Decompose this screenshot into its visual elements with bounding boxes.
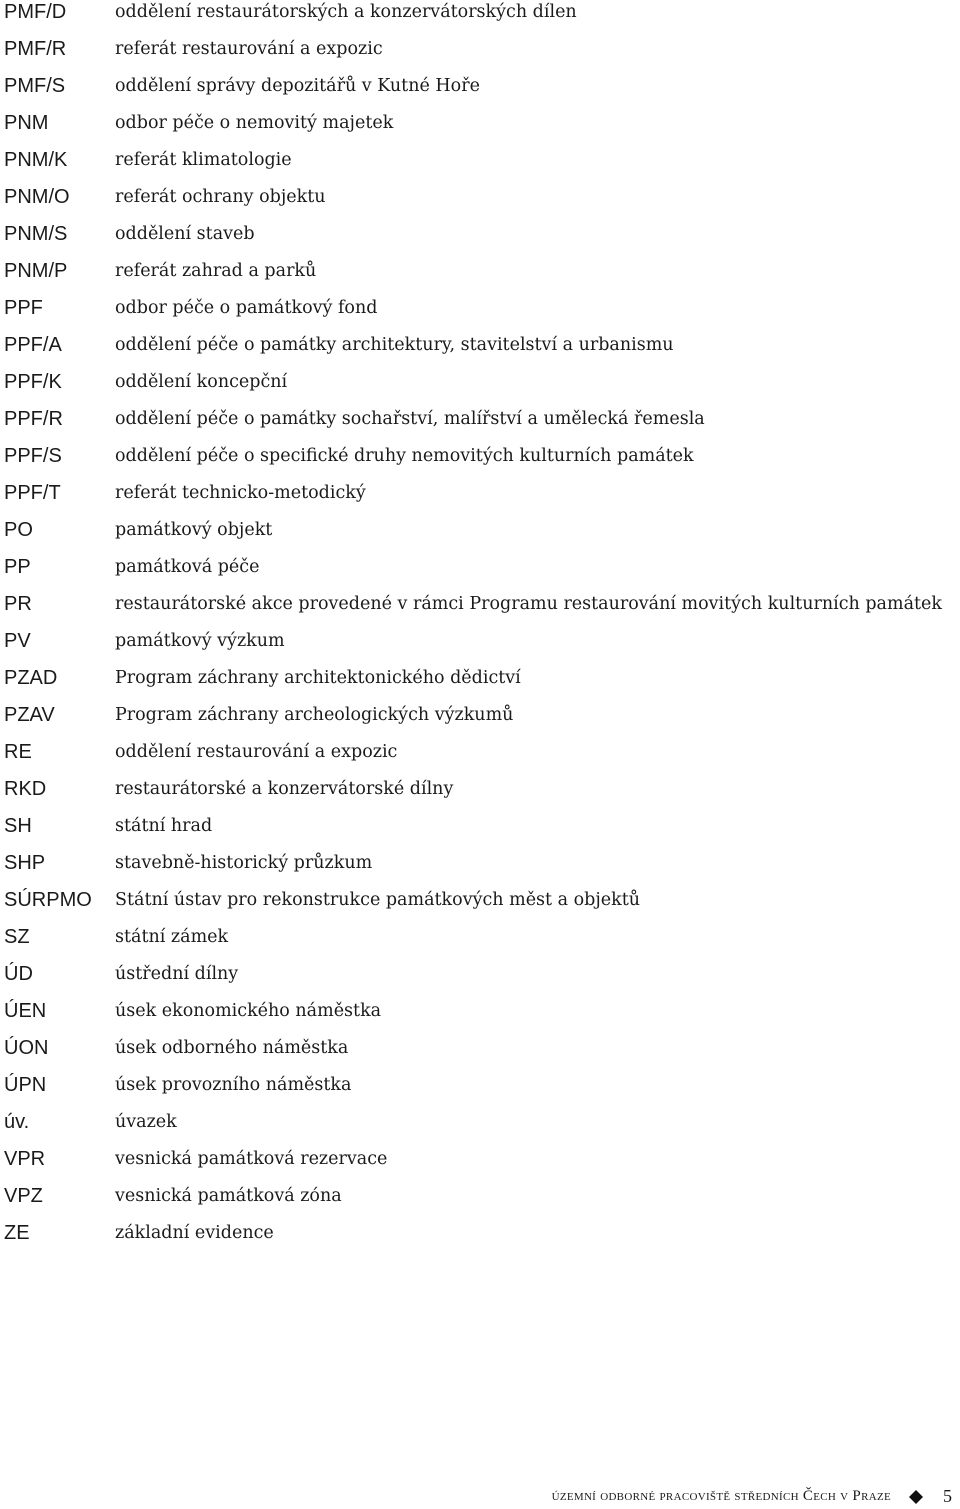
abbreviation-code: SÚRPMO [4,889,92,911]
abbreviation-meaning: vesnická památková zóna [115,1186,342,1206]
abbreviation-meaning: oddělení péče o specifické druhy nemovitých kulturních památek [115,446,694,466]
abbreviation-code: PPF [4,297,43,319]
abbreviation-code: PZAV [4,704,55,726]
abbreviation-row [0,851,960,888]
abbreviation-meaning: Program záchrany archeologických výzkumů [115,705,514,725]
abbreviation-row [0,629,960,666]
abbreviation-code: PNM/K [4,149,68,171]
abbreviation-meaning: státní hrad [115,816,213,836]
page-footer [552,1486,952,1507]
abbreviation-meaning: oddělení staveb [115,224,255,244]
abbreviation-code: PNM [4,112,49,134]
abbreviation-code: PNM/O [4,186,70,208]
abbreviation-code: PPF/R [4,408,63,430]
abbreviation-row [0,407,960,444]
abbreviation-row [0,0,960,37]
abbreviation-meaning: oddělení restaurátorských a konzervátorských dílen [115,2,577,22]
abbreviation-meaning: referát klimatologie [115,150,292,170]
abbreviation-meaning: Program záchrany architektonického dědictví [115,668,521,688]
abbreviation-row [0,1073,960,1110]
abbreviation-meaning: referát restaurování a expozic [115,39,383,59]
abbreviation-row [0,740,960,777]
abbreviation-code: ÚEN [4,1000,47,1022]
abbreviation-row [0,259,960,296]
abbreviation-code: PPF/S [4,445,62,467]
abbreviation-row [0,370,960,407]
abbreviation-row [0,37,960,74]
page-number: 5 [943,1486,952,1506]
abbreviation-code: SHP [4,852,46,874]
abbreviation-code: SZ [4,926,30,948]
abbreviation-row [0,333,960,370]
abbreviation-row [0,962,960,999]
abbreviation-meaning: referát ochrany objektu [115,187,326,207]
abbreviation-code: ZE [4,1222,30,1244]
abbreviation-code: ÚON [4,1037,49,1059]
abbreviation-meaning: restaurátorské akce provedené v rámci Programu restaurování movitých kulturních památek [115,594,942,614]
abbreviation-meaning: památková péče [115,557,260,577]
abbreviation-row [0,1184,960,1221]
abbreviation-meaning: referát technicko-metodický [115,483,366,503]
abbreviation-row [0,444,960,481]
footer-title: územní odborné pracoviště středních Čech v Praze [551,1488,891,1504]
abbreviation-row [0,1221,960,1258]
abbreviation-row [0,148,960,185]
abbreviation-meaning: restaurátorské a konzervátorské dílny [115,779,454,799]
abbreviation-meaning: oddělení péče o památky sochařství, malířství a umělecká řemesla [115,409,705,429]
abbreviation-meaning: stavebně-historický průzkum [115,853,373,873]
abbreviation-meaning: státní zámek [115,927,229,947]
abbreviation-code: PNM/S [4,223,68,245]
abbreviation-row [0,518,960,555]
abbreviation-row [0,777,960,814]
abbreviation-code: PR [4,593,32,615]
abbreviation-code: VPR [4,1148,46,1170]
abbreviation-code: PMF/D [4,1,67,23]
abbreviation-row [0,1036,960,1073]
abbreviation-row [0,296,960,333]
abbreviation-row [0,592,960,629]
abbreviation-meaning: úsek odborného náměstka [115,1038,349,1058]
abbreviation-code: PPF/K [4,371,62,393]
abbreviation-code: PPF/T [4,482,61,504]
abbreviation-code: ÚPN [4,1074,47,1096]
abbreviation-row [0,814,960,851]
abbreviation-meaning: úvazek [115,1112,177,1132]
diamond-icon [909,1490,923,1504]
abbreviation-row [0,925,960,962]
abbreviation-meaning: referát zahrad a parků [115,261,317,281]
abbreviation-row [0,1147,960,1184]
abbreviation-meaning: základní evidence [115,1223,274,1243]
abbreviation-meaning: oddělení péče o památky architektury, stavitelství a urbanismu [115,335,674,355]
abbreviation-row [0,555,960,592]
abbreviation-row [0,666,960,703]
abbreviation-row [0,222,960,259]
abbreviation-code: RE [4,741,32,763]
abbreviation-row [0,703,960,740]
abbreviation-code: ÚD [4,963,33,985]
abbreviation-code: VPZ [4,1185,43,1207]
abbreviation-row [0,185,960,222]
abbreviation-meaning: vesnická památková rezervace [115,1149,388,1169]
abbreviation-code: PPF/A [4,334,62,356]
abbreviation-row [0,111,960,148]
abbreviation-code: RKD [4,778,47,800]
abbreviation-code: PP [4,556,31,578]
abbreviation-meaning: ústřední dílny [115,964,239,984]
abbreviation-row [0,999,960,1036]
abbreviation-meaning: oddělení koncepční [115,372,288,392]
abbreviation-meaning: oddělení restaurování a expozic [115,742,398,762]
abbreviation-code: SH [4,815,32,837]
abbreviation-row [0,481,960,518]
abbreviation-meaning: odbor péče o památkový fond [115,298,378,318]
abbreviation-code: PZAD [4,667,58,689]
abbreviation-code: úv. [4,1111,30,1133]
abbreviation-code: PO [4,519,33,541]
abbreviation-row [0,74,960,111]
abbreviation-row [0,1110,960,1147]
abbreviation-row [0,888,960,925]
abbreviation-code: PMF/R [4,38,67,60]
abbreviation-meaning: odbor péče o nemovitý majetek [115,113,394,133]
abbreviation-code: PNM/P [4,260,68,282]
abbreviation-meaning: památkový objekt [115,520,273,540]
abbreviation-code: PMF/S [4,75,66,97]
abbreviation-code: PV [4,630,31,652]
abbreviation-meaning: oddělení správy depozitářů v Kutné Hoře [115,76,480,96]
abbreviation-meaning: Státní ústav pro rekonstrukce památkových měst a objektů [115,890,641,910]
abbreviation-meaning: památkový výzkum [115,631,285,651]
abbreviation-meaning: úsek ekonomického náměstka [115,1001,382,1021]
abbreviation-meaning: úsek provozního náměstka [115,1075,352,1095]
